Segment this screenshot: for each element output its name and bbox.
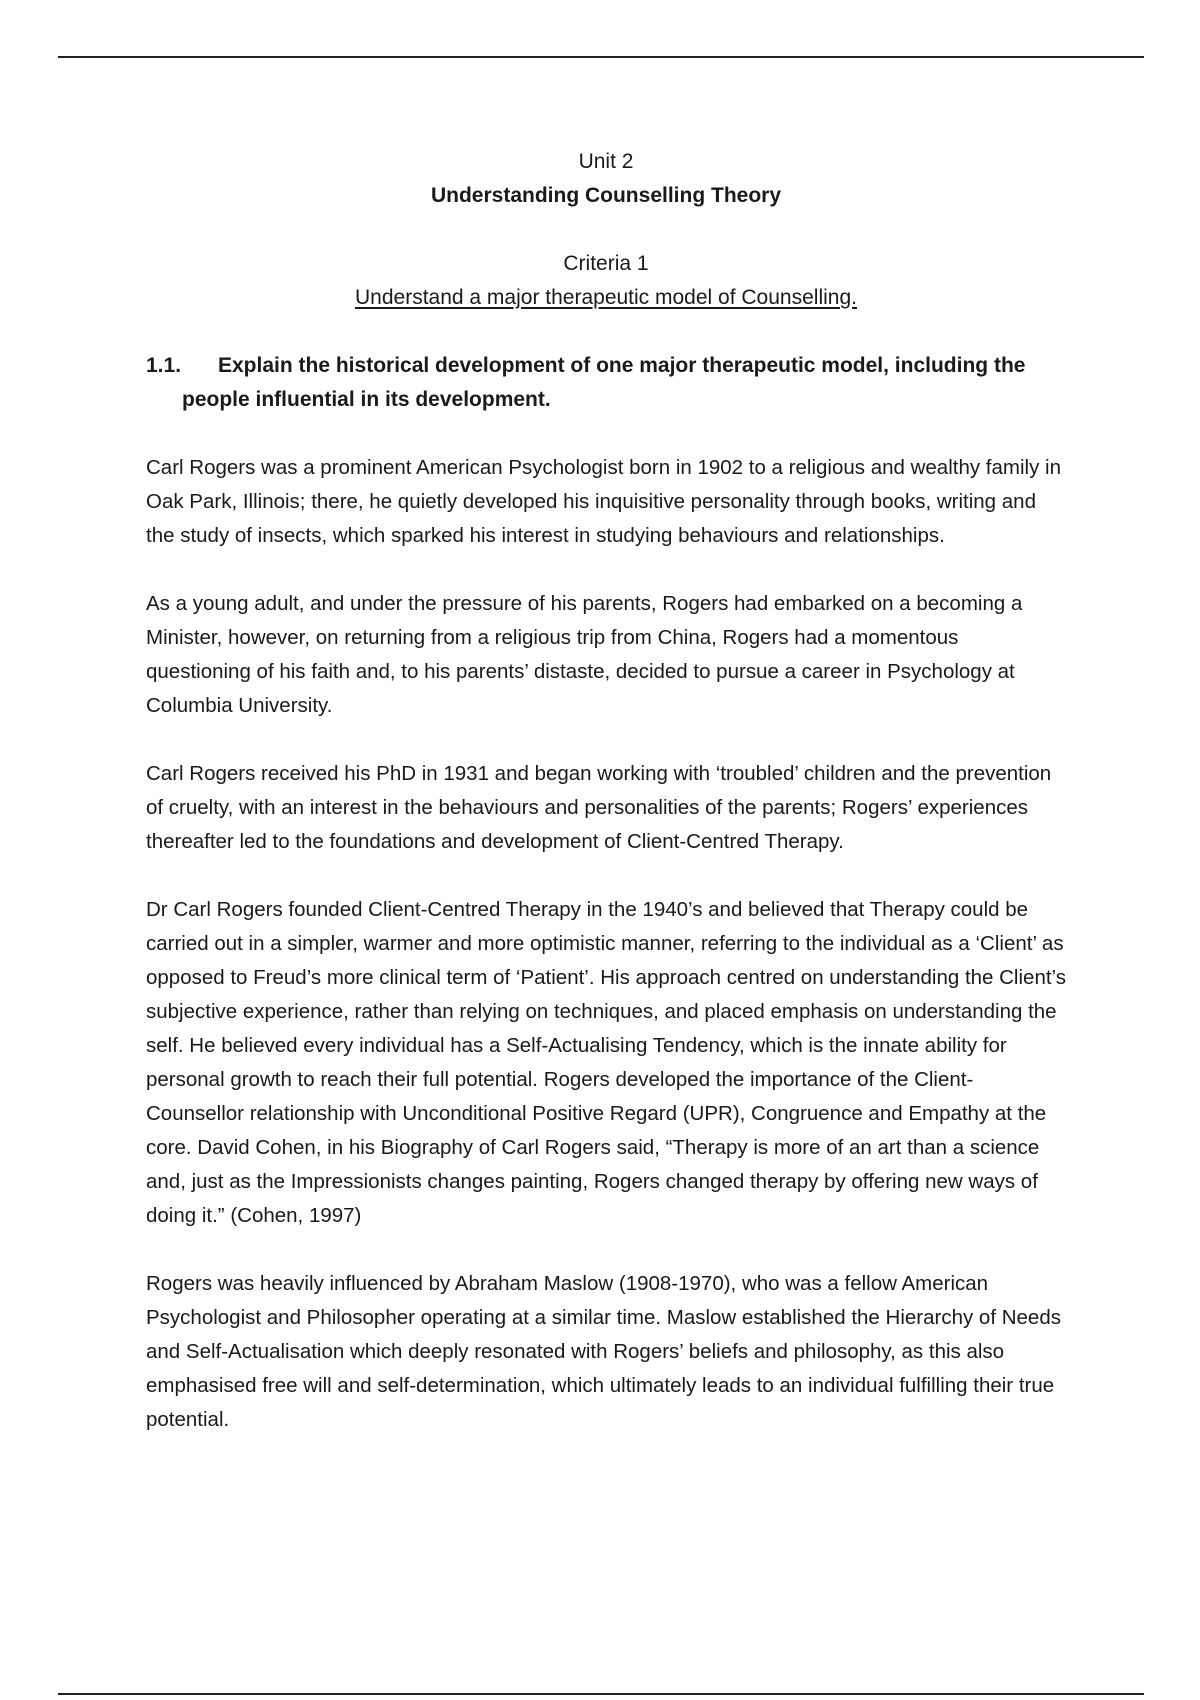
- body-paragraph-3: Carl Rogers received his PhD in 1931 and began working with ‘troubled’ children and the prevention of cruelty, with an interest in the behaviours and personalities of the parents; Rogers’ experiences thereafter led to the foundations and development of Client-Centred Therapy.: [146, 762, 1052, 853]
- body-paragraph-1: Carl Rogers was a prominent American Psychologist born in 1902 to a religious and wealthy family in Oak Park, Illinois; there, he quietly developed his inquisitive personality through books, writing and the study of insects, which sparked his interest in studying behaviours and relationships.: [146, 456, 1061, 547]
- top-rule: [58, 56, 1144, 58]
- criteria-objective: Understand a major therapeutic model of Counselling.: [355, 286, 857, 309]
- body-paragraph-2: As a young adult, and under the pressure of his parents, Rogers had embarked on a becoming a Minister, however, on returning from a religious trip from China, Rogers had a momentous questioning of his faith and, to his parents’ distaste, decided to pursue a career in Psychology at Columbia University.: [146, 592, 1023, 717]
- body-paragraph-5: Rogers was heavily influenced by Abraham Maslow (1908-1970), who was a fellow American Psychologist and Philosopher operating at a similar time. Maslow established the Hierarchy of Needs and Self-Actualisation which deeply resonated with Rogers’ beliefs and philosophy, as this also emphasised free will and self-determination, which ultimately leads to an individual fulfilling their true potential.: [146, 1272, 1061, 1431]
- document-header: [146, 145, 1066, 315]
- bottom-rule: [58, 1693, 1144, 1695]
- criteria-label: Criteria 1: [563, 252, 649, 275]
- question-text: Explain the historical development of one major therapeutic model, including the people influential in its development.: [182, 354, 1026, 411]
- unit-label: Unit 2: [578, 150, 634, 173]
- body-paragraph-4: Dr Carl Rogers founded Client-Centred Therapy in the 1940’s and believed that Therapy could be carried out in a simpler, warmer and more optimistic manner, referring to the individual as a ‘Client’ as opposed to Freud’s more clinical term of ‘Patient’. His approach centred on understanding the Client’s subjective experience, rather than relying on techniques, and placed emphasis on understanding the self. He believed every individual has a Self-Actualising Tendency, which is the innate ability for personal growth to reach their full potential. Rogers developed the importance of the Client-Counsellor relationship with Unconditional Positive Regard (UPR), Congruence and Empathy at the core. David Cohen, in his Biography of Carl Rogers said, “Therapy is more of an art than a science and, just as the Impressionists changes painting, Rogers changed therapy by offering new ways of doing it.” (Cohen, 1997): [146, 898, 1066, 1227]
- question-heading: [146, 349, 1066, 417]
- document-title: Understanding Counselling Theory: [430, 184, 782, 207]
- question-number: 1.1.: [146, 354, 182, 377]
- document-body: [146, 145, 1066, 1437]
